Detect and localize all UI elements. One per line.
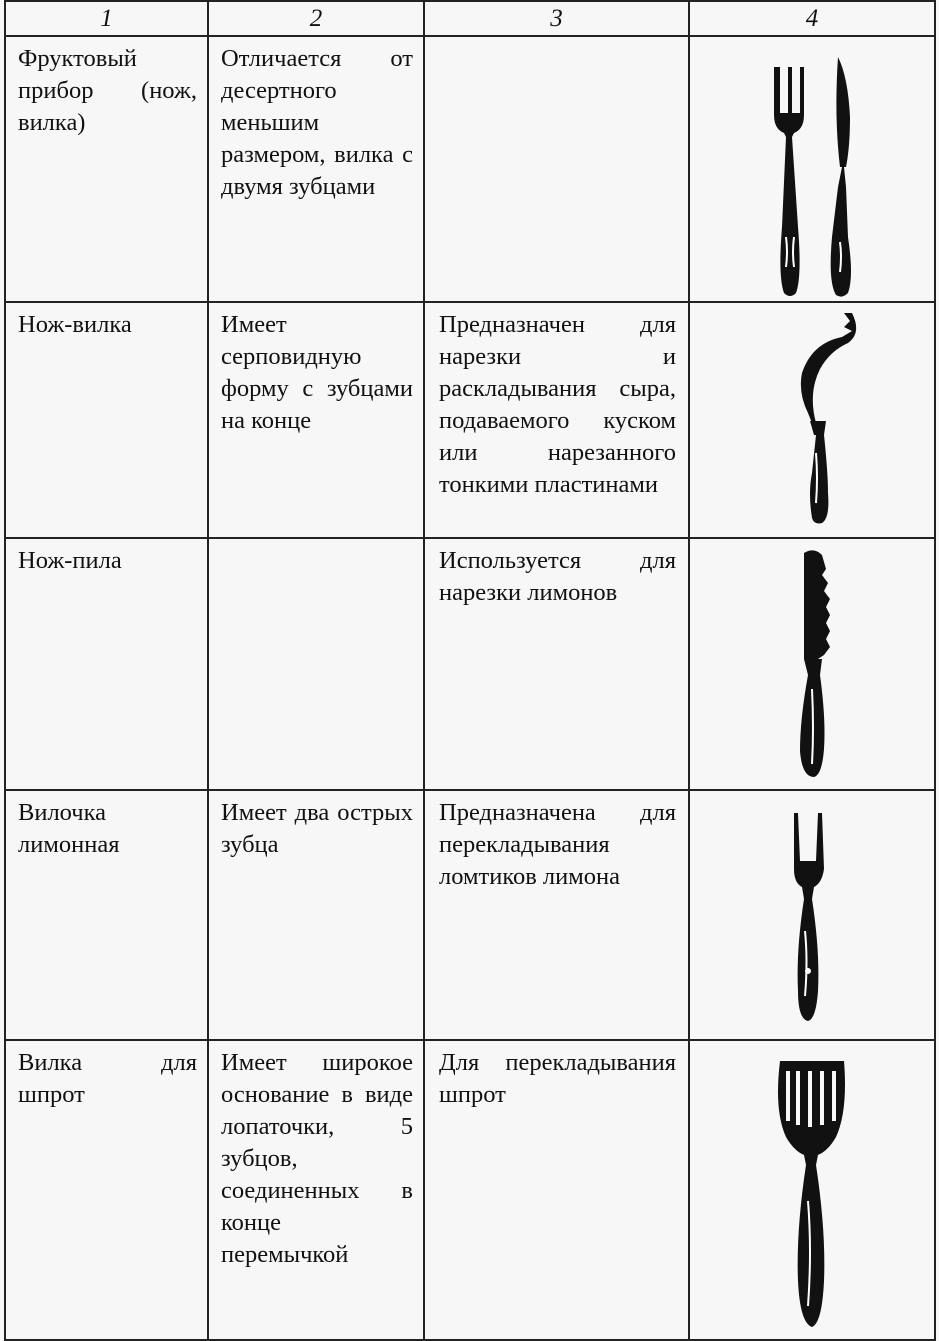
item-description: Имеет серповидную форму с зубцами на конце [221,311,413,434]
item-description: Имеет два острых зубца [221,799,413,858]
column-header-3: 3 [424,1,689,36]
description-cell [208,1040,424,1340]
table-row [5,36,935,302]
fruit-knife-fork-icon [752,37,872,299]
image-cell [689,790,935,1040]
item-name: Нож-пила [18,547,122,574]
sprat-fork-icon [752,1041,872,1337]
table-row [5,302,935,538]
image-cell [689,302,935,538]
item-purpose: Для перекладывания шпрот [439,1049,676,1108]
item-purpose: Предназначена для перекладывания ломтиков лимона [439,799,676,890]
item-description: Отличается от десертного меньшим размером, вилка с двумя зубцами [221,45,413,200]
description-cell [208,790,424,1040]
saw-knife-icon [752,539,872,787]
name-cell [5,36,208,302]
item-name: Вилка для шпрот [18,1049,197,1108]
column-header-1: 1 [5,1,208,36]
knife-fork-icon [752,303,872,535]
item-description: Имеет широкое основание в виде лопаточки, 5 зубцов, соединенных в конце перемычкой [221,1049,413,1268]
table-row [5,538,935,790]
table-row [5,1040,935,1340]
purpose-cell [424,302,689,538]
image-cell [689,538,935,790]
cutlery-table [4,0,936,1341]
item-name: Вилочка лимонная [18,799,120,858]
name-cell [5,302,208,538]
item-name: Фруктовый прибор (нож, вилка) [18,45,197,136]
purpose-cell [424,538,689,790]
description-cell [208,302,424,538]
description-cell [208,36,424,302]
header-row [5,1,935,36]
image-cell [689,1040,935,1340]
purpose-cell [424,790,689,1040]
description-cell [208,538,424,790]
lemon-fork-icon [752,791,872,1035]
image-cell [689,36,935,302]
item-description [209,539,423,545]
name-cell [5,538,208,790]
name-cell [5,790,208,1040]
purpose-cell [424,36,689,302]
table-row [5,790,935,1040]
column-header-2: 2 [208,1,424,36]
name-cell [5,1040,208,1340]
item-purpose: Используется для нарезки лимонов [439,547,676,606]
item-purpose: Предназначен для нарезки и раскладывания сыра, подаваемого куском или нарезанного тонкими пластинами [439,311,676,498]
purpose-cell [424,1040,689,1340]
item-name: Нож-вилка [18,311,132,338]
item-purpose [425,37,688,43]
column-header-4: 4 [689,1,935,36]
